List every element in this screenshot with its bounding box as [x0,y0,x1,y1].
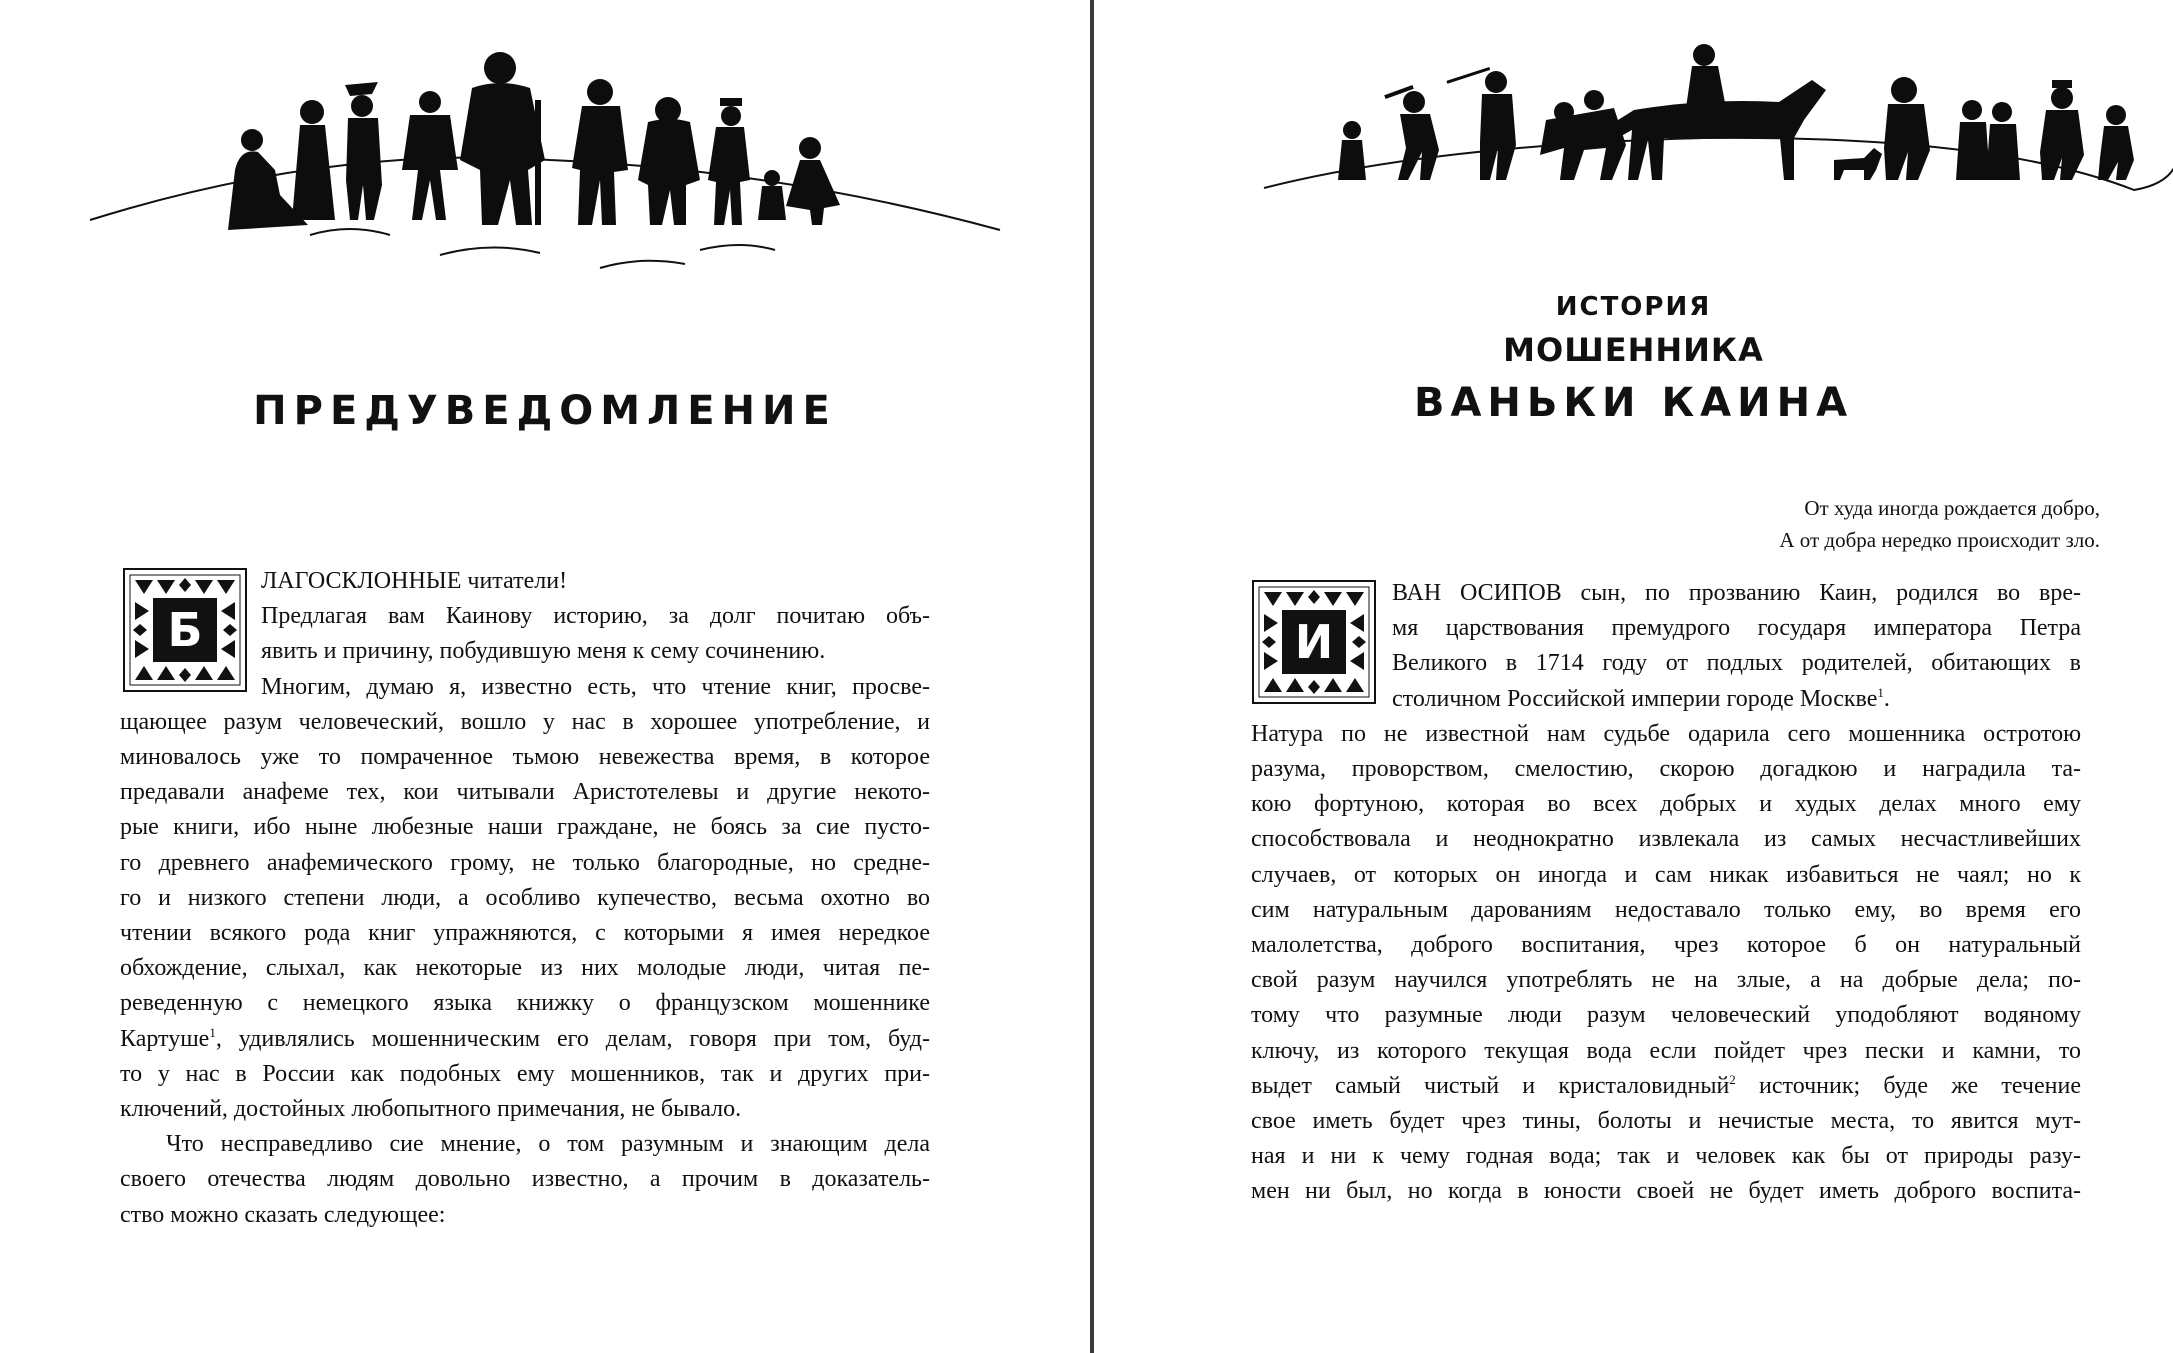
text-line-content: Многим, думаю я, известно есть, что чтение книг, просве- [261,673,930,700]
page-title: ПРЕДУВЕДОМЛЕНИЕ [253,388,837,434]
text-line [1251,963,2081,998]
epigraph-line: А от добра нередко происходит зло. [1779,528,2100,552]
text-line-content: выдет самый чистый и кристаловидный [1251,1072,1730,1099]
drop-cap-letter: Б [153,598,217,662]
text-line [261,670,930,705]
text-line-content: обхождение, слыхал, как некоторые из них молодые люди, читая пе- [120,955,930,982]
chapter-title-line3: ВАНЬКИ КАИНА [1413,380,1854,426]
text-line-continuation: источник; буде же течение [1735,1072,2081,1099]
officer-figure [708,98,750,225]
text-line [1251,858,2081,893]
child-figure [1338,121,1366,180]
text-line [120,705,930,740]
text-line-content: Предлагая вам Каинову историю, за долг почитаю объ- [261,603,930,630]
text-line-content: го и низкого степени люди, а особливо купечество, весьма охотно во [120,884,930,911]
chapter-title-line1: ИСТОРИЯ [1555,292,1712,322]
text-line-content: мен ни был, но когда в юности своей не будет иметь доброго воспита- [1251,1178,2081,1205]
text-line-content: разума, проворством, смелостию, скорою догадкою и наградила та- [1251,756,2081,783]
text-line [1251,928,2081,963]
text-line [261,564,930,599]
large-man-figure [460,52,545,225]
text-line-continuation: , удивлялись мошенническим его делам, говоря при том, буд- [215,1025,930,1052]
text-line [120,1127,930,1162]
small-child-figure [758,170,786,220]
text-line-content: ключу, из которого текущая вода если пойдет чрез пески и камни, то [1251,1037,2081,1064]
text-line-content: Натура по не известной нам судьбе одарила сего мошенника остротою [1251,720,2081,747]
text-line [120,916,930,951]
text-line [1392,576,2081,611]
epigraph-line: От худа иногда рождается добро, [1804,496,2100,520]
left-body-text [120,564,930,1233]
walking-man-figure [2098,105,2134,180]
text-line-continuation: . [1883,685,1890,712]
text-line-content: чтении всякого рода книг упражняются, с которыми я имея нередкое [120,920,930,947]
drop-cap-letter: И [1282,610,1346,674]
right-page [1094,0,2173,1353]
text-line [120,1057,930,1092]
dog-figure [1834,148,1882,180]
fencer-figure [1384,85,1439,180]
text-line [120,1198,930,1233]
text-line-content: щающее разум человеческий, вошло у нас в хорошее употребление, и [120,708,930,735]
text-line [261,599,930,634]
text-line [1251,1104,2081,1139]
text-line [1251,998,2081,1033]
text-line-content: тому что разумные люди разум человеческий уподобляют водяному [1251,1002,2081,1029]
swordsman-figure [1446,67,1516,180]
portly-man-figure [638,97,700,225]
text-line-content: миновалось уже то помраченное тьмою невежества время, в которое [120,744,930,771]
text-line-content: рые книги, ибо ныне любезные наши граждане, не боясь за сие пусто- [120,814,930,841]
standing-man-figure [1884,77,1930,180]
text-line-content: сим натуральным дарованиям недоставало только ему, во время его [1251,896,2081,923]
footnote-marker: 2 [1729,1071,1736,1087]
horizon-line [90,158,1000,231]
text-line [1251,822,2081,857]
text-line [261,634,930,669]
text-line-content: свое иметь будет чрез тины, болоты и нечистые места, то явится мут- [1251,1108,2081,1135]
horizon-line [1264,138,2173,190]
text-line-content: ная и ни к чему годная вода; так и человек как бы от природы разу- [1251,1143,2081,1170]
text-line [1251,787,2081,822]
boys-figures [1956,100,2020,180]
text-line-content: предавали анафеме тех, кои читывали Аристотелевы и другие некото- [120,779,930,806]
text-line [1392,611,2081,646]
text-line [120,951,930,986]
ground-mark [700,245,775,250]
text-line [120,986,930,1021]
silhouette-rider-vignette [1234,20,2173,200]
text-line [120,810,930,845]
text-line-content: случаев, от которых он иногда и сам никак избавиться не чаял; но к [1251,861,2081,888]
man-in-tricorn-figure [345,82,382,220]
text-line-content: кою фортуною, которая во всех добрых и худых делах много ему [1251,791,2081,818]
text-line [1251,893,2081,928]
text-line [1251,1069,2081,1104]
ground-mark [440,247,540,255]
standing-man-figure [572,79,628,225]
footnote-marker: 1 [209,1024,216,1040]
right-body-text [1251,576,2081,1210]
text-line-content: малолетства, доброго воспитания, чрез которое б он натуральный [1251,932,2081,959]
girl-figure [786,137,840,225]
text-line-content: свой разум научился употреблять не на злые, а на добрые дела; по- [1251,967,2081,994]
silhouette-crowd-vignette [80,20,1010,280]
text-line [120,881,930,916]
text-line [120,846,930,881]
text-line-content: ключений, достойных любопытного примечания, не бывало. [120,1096,742,1123]
jester-figure [402,91,458,220]
text-line-content: столичном Российской империи городе Москве [1392,685,1878,712]
text-line [1251,1034,2081,1069]
text-line-content: Великого в 1714 году от подлых родителей, обитающих в [1392,650,2081,677]
text-line-content: ВАН ОСИПОВ сын, по прозванию Каин, родился во вре- [1392,580,2081,606]
text-line-content: способствовала и неоднократно извлекала из самых несчастливейших [1251,826,2081,853]
text-line [1392,682,2081,717]
text-line-content: явить и причину, побудившую меня к сему сочинению. [261,638,826,665]
text-line-content: го древнего анафемического грому, не только благородные, но средне- [120,849,930,876]
text-line [1251,752,2081,787]
chapter-title [1094,288,2173,432]
wrestling-figures [1540,90,1626,180]
text-line [120,1022,930,1057]
ground-mark [310,229,390,235]
text-line-content: ство можно сказать следующее: [120,1201,446,1228]
text-line [1392,646,2081,681]
footnote-marker: 1 [1877,684,1884,700]
epigraph [1779,492,2100,556]
text-line [120,1092,930,1127]
ground-mark [600,261,685,268]
text-line-content: мя царствования премудрого государя императора Петра [1392,615,2081,642]
text-line [1251,717,2081,752]
tall-man-figure [2040,80,2084,180]
text-line-content: Картуше [120,1025,210,1052]
text-line [120,1162,930,1197]
text-line [1251,1174,2081,1209]
text-line [120,740,930,775]
text-line-content: ЛАГОСКЛОННЫЕ читатели! [261,568,568,594]
text-line-content: то у нас в России как подобных ему мошенников, так и других при- [120,1060,930,1087]
text-line-content: своего отечества людям довольно известно, а прочим в доказатель- [120,1166,930,1193]
chapter-title-line2: МОШЕННИКА [1503,331,1764,369]
text-line-content: Что несправедливо сие мнение, о том разумным и знающим дела [166,1131,930,1158]
text-line [1251,1139,2081,1174]
text-line [120,775,930,810]
text-line-content: реведенную с немецкого языка книжку о французском мошеннике [120,990,930,1017]
woman-figure [292,100,335,220]
horse-and-rider-figure [1614,44,1826,180]
